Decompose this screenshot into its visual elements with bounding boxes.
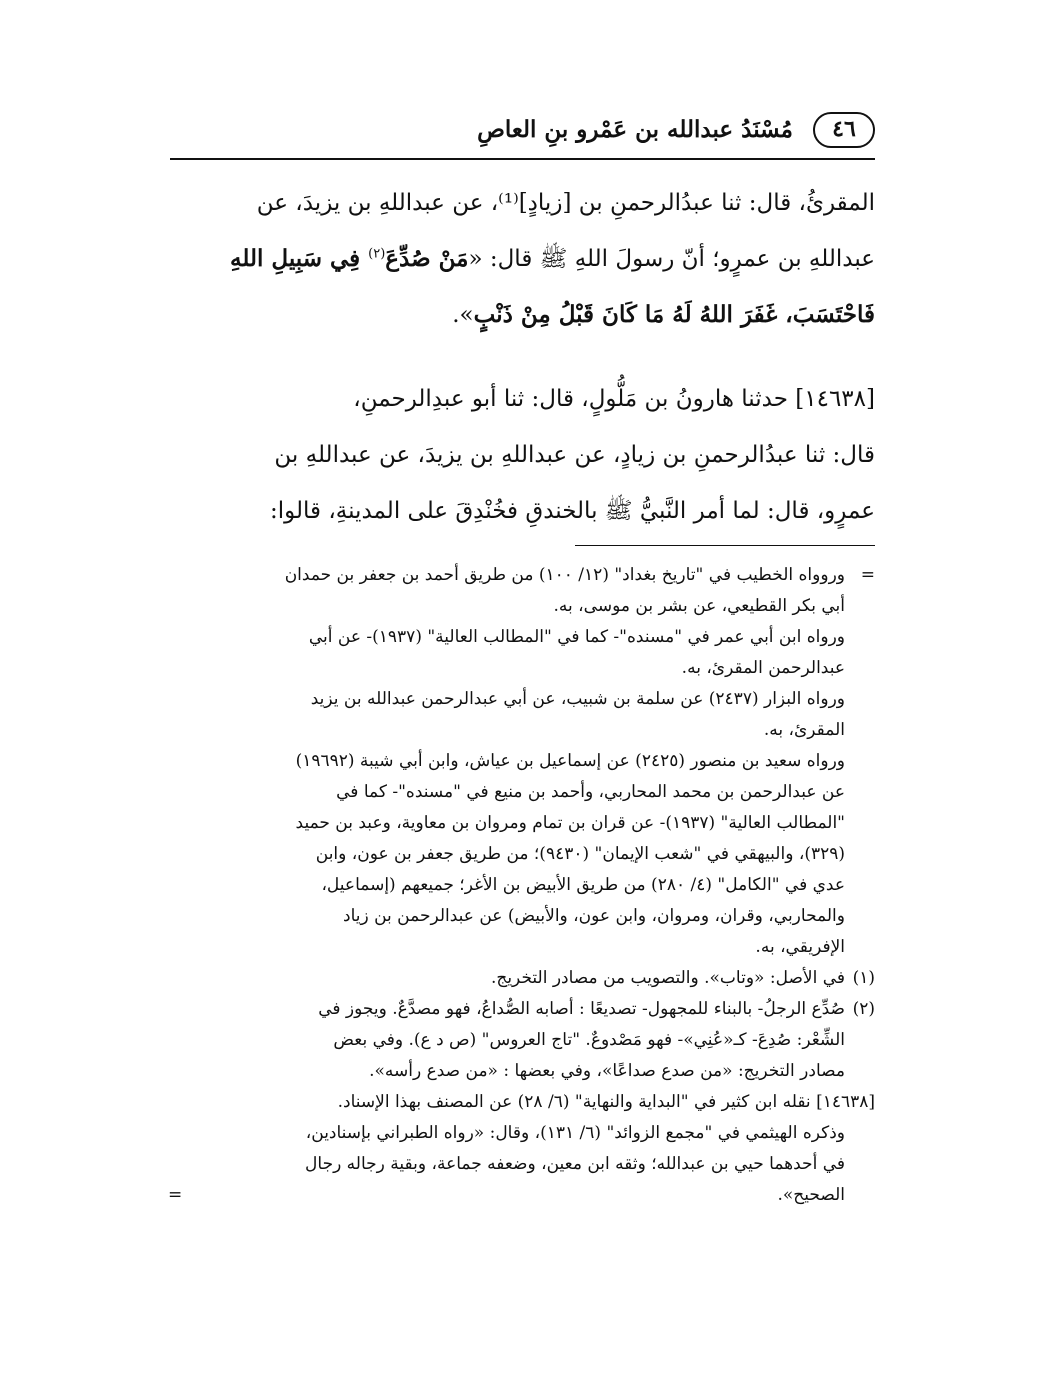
footnote-text: الشِّعْر: صُدِعَ- كـ«عُنِي»- فهو مَصْدوعٌ. "تاج العروس" (ص د ع). وفي بعض bbox=[333, 1030, 845, 1050]
main-line: قال: ثنا عبدُالرحمنِ بن زيادٍ، عن عبداللهِ بن يزيدَ، عن عبداللهِ بن bbox=[274, 442, 875, 468]
footnote-line bbox=[168, 591, 875, 622]
footnote-line bbox=[168, 839, 875, 870]
footnote-text: في الأصل: «وتاب». والتصويب من مصادر التخريج. bbox=[490, 968, 845, 988]
header-rule bbox=[170, 158, 875, 160]
main-text bbox=[168, 175, 875, 539]
footnote-line bbox=[168, 1118, 875, 1149]
footnote-2 bbox=[168, 994, 875, 1025]
footnote-rule bbox=[575, 545, 875, 546]
footnote-ref: (٢) bbox=[368, 246, 386, 262]
footnotes bbox=[168, 560, 875, 1211]
hadith-text: مَنْ صُدِّعَ bbox=[385, 245, 469, 272]
footnote-line bbox=[168, 746, 875, 777]
footnote-text: [١٤٦٣٨] نقله ابن كثير في "البداية والنهاية" (٦/ ٢٨) عن المصنف بهذا الإسناد. bbox=[337, 1092, 875, 1112]
footnote-line bbox=[168, 653, 875, 684]
footnote-text: "المطالب العالية" (١٩٣٧)- عن قران بن تمام ومروان بن معاوية، وعبد بن حميد bbox=[295, 813, 845, 833]
footnote-text: مصادر التخريج: «من صدع صداعًا»، وفي بعضها : «من صدع رأسه». bbox=[369, 1061, 845, 1081]
footnote-line bbox=[168, 870, 875, 901]
page-header bbox=[170, 108, 875, 160]
main-line bbox=[168, 231, 875, 287]
footnote-text: ورواه البزار (٢٤٣٧) عن سلمة بن شبيب، عن أبي عبدالرحمن عبدالله بن يزيد bbox=[310, 689, 845, 709]
footnote-line bbox=[168, 777, 875, 808]
footnote-1 bbox=[168, 963, 875, 994]
footnote-text: عبدالرحمن المقرئ، به. bbox=[681, 658, 845, 678]
footnote-text: (٣٢٩)، والبيهقي في "شعب الإيمان" (٩٤٣٠)؛ من طريق جعفر بن عون، وابن bbox=[315, 844, 845, 864]
footnote-line bbox=[168, 560, 875, 591]
footnote-text: عن عبدالرحمن بن محمد المحاربي، وأحمد بن منيع في "مسنده"- كما في bbox=[336, 782, 845, 802]
footnote-text: في أحدهما حيي بن عبدالله؛ وثقه ابن معين، وضعفه جماعة، وبقية رجاله رجال bbox=[305, 1154, 845, 1174]
footnote-text: وذكره الهيثمي في "مجمع الزوائد" (٦/ ١٣١)، وقال: «رواه الطبراني بإسنادين، bbox=[305, 1123, 845, 1143]
footnote-line bbox=[168, 1149, 875, 1180]
main-line bbox=[168, 287, 875, 343]
main-line: المقرئُ، قال: ثنا عبدُالرحمنِ بن [زيادٍ]⁽¹⁾، عن عبداللهِ بن يزيدَ، عن bbox=[256, 190, 875, 216]
footnote-line bbox=[168, 1056, 875, 1087]
footnote-text: الإفريقي، به. bbox=[755, 937, 845, 957]
continuation-mark: = bbox=[168, 1185, 183, 1205]
main-line: عمرٍو، قال: لما أمر النَّبيُّ ﷺ بالخندقِ فخُنْدِقَ على المدينةِ، قالوا: bbox=[270, 498, 875, 524]
hadith-text: فِي سَبِيلِ اللهِ bbox=[230, 245, 369, 272]
page-number: ٤٦ bbox=[813, 112, 875, 148]
footnote-text: والمحاربي، وقران، ومروان، وابن عون، والأبيض) عن عبدالرحمن بن زياد bbox=[343, 906, 845, 926]
footnote-text: الصحيح». bbox=[777, 1185, 845, 1205]
footnote-text: أبي بكر القطيعي، عن بشر بن موسى، به. bbox=[553, 596, 845, 616]
footnote-text: وروواه الخطيب في "تاريخ بغداد" (١٢/ ١٠٠) من طريق أحمد بن جعفر بن حمدان bbox=[284, 565, 845, 585]
footnote-line bbox=[168, 901, 875, 932]
footnote-text: صُدِّع الرجلُ- بالبناء للمجهول- تصديعًا : أصابه الصُّداعُ، فهو مصدَّعٌ. ويجوز في bbox=[318, 999, 845, 1019]
hadith-text: فَاحْتَسَبَ، غَفَرَ اللهُ لَهُ مَا كَانَ قَبْلُ مِنْ ذَنْبٍ bbox=[473, 301, 875, 328]
footnote-line bbox=[168, 932, 875, 963]
running-title: مُسْنَدُ عبدالله بن عَمْرو بنِ العاصِ bbox=[477, 116, 793, 143]
footnote-text: ورواه سعيد بن منصور (٢٤٢٥) عن إسماعيل بن عياش، وابن أبي شيبة (١٩٦٩٢) bbox=[295, 751, 845, 771]
continuation-mark: = bbox=[860, 565, 875, 585]
footnote-line bbox=[168, 684, 875, 715]
main-line-part: عبداللهِ بن عمرٍو؛ أنّ رسولَ اللهِ ﷺ قال: « bbox=[468, 246, 875, 272]
main-line-part: ». bbox=[452, 302, 474, 328]
footnote-line bbox=[168, 715, 875, 746]
footnote-hadith-ref bbox=[168, 1087, 875, 1118]
footnote-number: (١) bbox=[852, 968, 875, 988]
footnote-line bbox=[168, 1025, 875, 1056]
footnote-line bbox=[168, 808, 875, 839]
footnote-text: ورواه ابن أبي عمر في "مسنده"- كما في "المطالب العالية" (١٩٣٧)- عن أبي bbox=[308, 627, 845, 647]
footnote-text: المقرئ، به. bbox=[763, 720, 845, 740]
main-line: [١٤٦٣٨] حدثنا هارونُ بن مَلُّولٍ، قال: ثنا أبو عبدِالرحمنِ، bbox=[353, 386, 875, 412]
footnote-text: عدي في "الكامل" (٤/ ٢٨٠) من طريق الأبيض بن الأغر؛ جميعهم (إسماعيل، bbox=[321, 875, 845, 895]
footnote-line bbox=[168, 1180, 875, 1211]
footnote-line bbox=[168, 622, 875, 653]
footnote-number: (٢) bbox=[852, 999, 875, 1019]
